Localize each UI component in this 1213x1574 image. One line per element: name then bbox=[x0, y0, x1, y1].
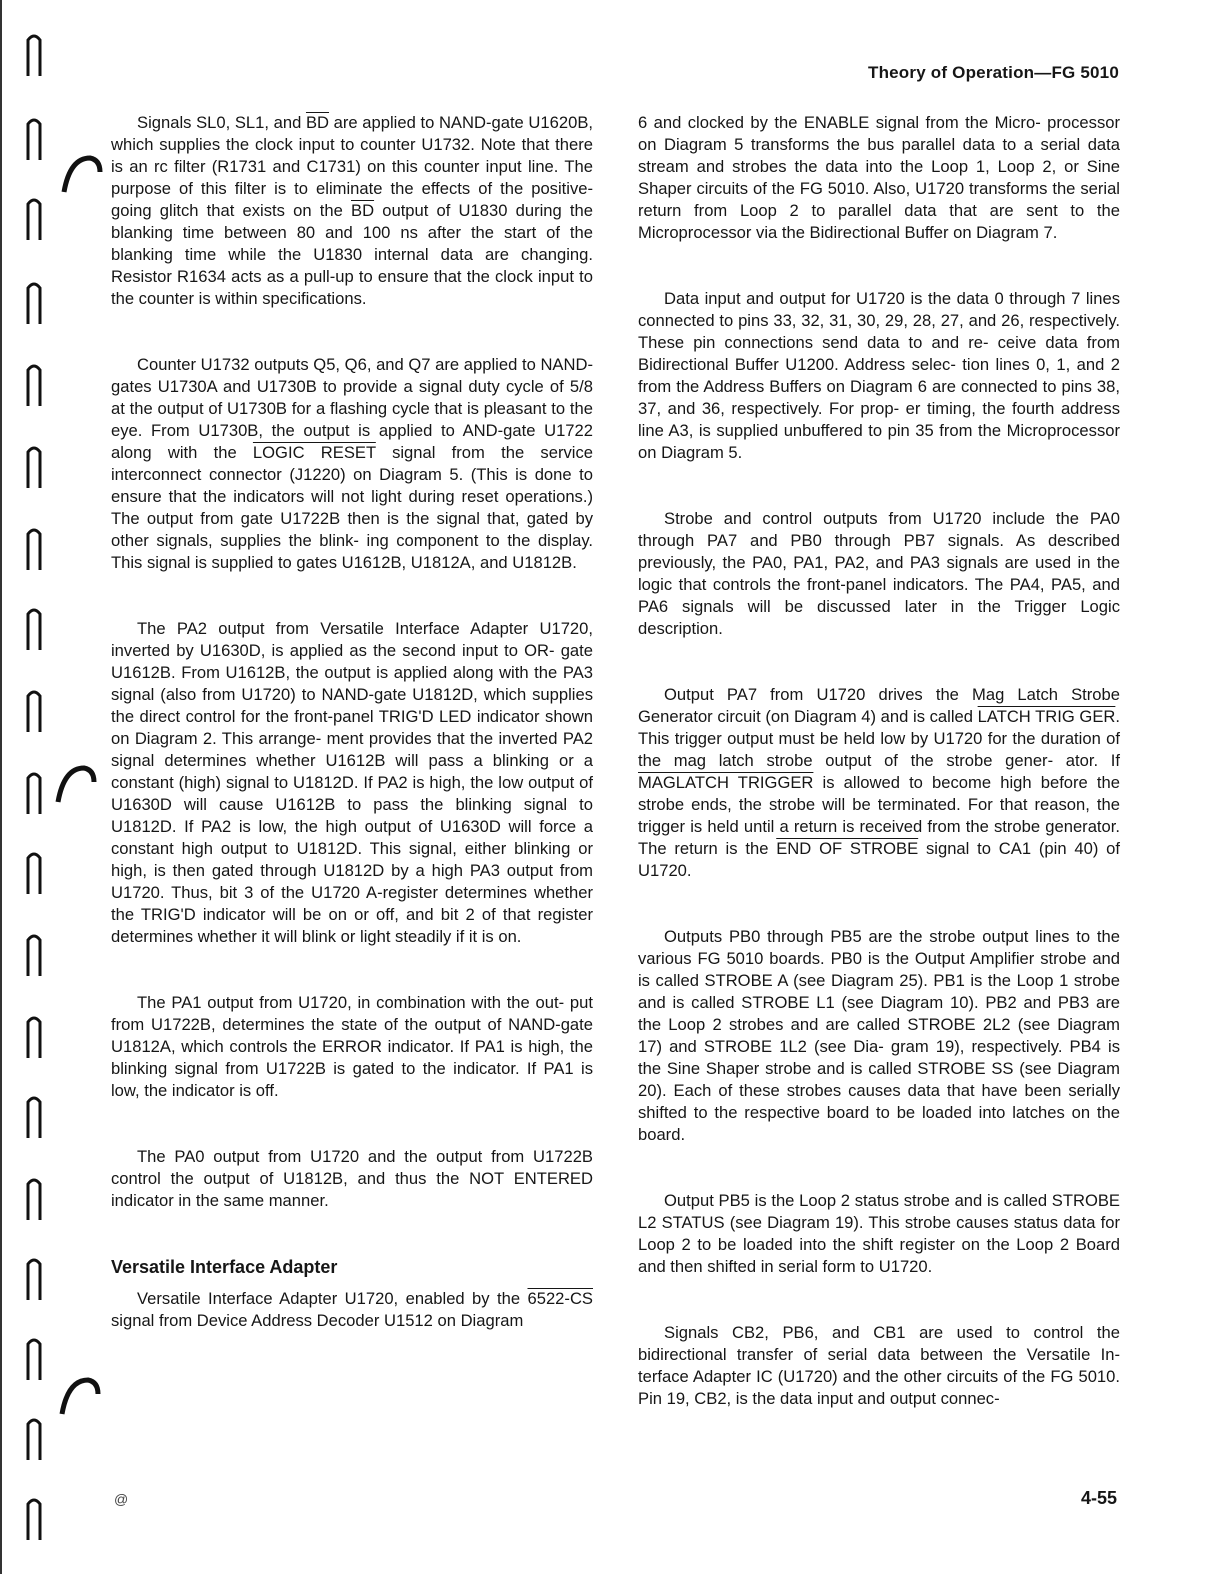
left-column bbox=[111, 112, 593, 1332]
paragraph: Strobe and control outputs from U1720 include the PA0 through PA7 and PB0 through PB7 signals. As described previously, the PA0, PA1, PA2, and PA3 signals are used in the logic that controls the front-panel indicators. The PA4, PA5, and PA6 signals will be discussed later in the Trigger Logic description. bbox=[638, 509, 1120, 638]
binding-hole-icon bbox=[26, 280, 42, 324]
binding-hole-icon bbox=[26, 1496, 42, 1540]
page-number: 4-55 bbox=[1080, 1488, 1117, 1508]
paragraph: Versatile Interface Adapter U1720, enabled by the 6522-CS signal from Device Address Decoder U1512 on Diagram bbox=[111, 1289, 593, 1330]
binding-hole-icon bbox=[26, 1014, 42, 1058]
binding-hole-icon bbox=[26, 32, 42, 76]
binding-edge bbox=[0, 0, 2, 1574]
binding-hole-icon bbox=[26, 850, 42, 894]
binding-hole-icon bbox=[26, 1094, 42, 1138]
binding-hole-icon bbox=[26, 1256, 42, 1300]
binding-hole-icon bbox=[26, 606, 42, 650]
binding-hole-icon bbox=[26, 1176, 42, 1220]
paragraph: Signals SL0, SL1, and $\overline{BD}$ are applied to NAND-gate U1620B, which supplies the clock input to counter U1732. Note that there is an rc filter (R1731 and C1731) on this counter input line. The purpose of this filter is to eliminate the effects of the positive-going glitch that exists on the $\overline{BD}$ output of U1830 during the blanking time between 80 and 100 ns after the start of the blanking time while the U1830 internal data are changing. Resistor R1634 acts as a pull-up to ensure that the clock input to the counter is within specifications. bbox=[111, 113, 594, 308]
paragraph: Data input and output for U1720 is the data 0 through 7 lines connected to pins 33, 32, 31, 30, 29, 28, 27, and 26, respectively. These pin connections send data to and re- ceive data from Bidirectional Buffer U1200. Address selec- tion lines 0, 1, and 2 from the Address Buffers on Diagram 6 are connected to pins 38, 37, and 36, respectively. For prop- er timing, the fourth address line A3, is supplied unbuffered to pin 35 from the Microprocessor on Diagram 5. bbox=[638, 289, 1120, 462]
paragraph: Output PB5 is the Loop 2 status strobe and is called STROBE L2 STATUS (see Diagram 19). This strobe causes status data for Loop 2 to be loaded into the shift register on the Loop 2 Board and then shifted in serial form to U1720. bbox=[638, 1191, 1120, 1276]
binding-hole-icon bbox=[26, 196, 42, 240]
running-header: Theory of Operation—FG 5010 bbox=[867, 63, 1119, 82]
paragraph: The PA0 output from U1720 and the output from U1722B control the output of U1812B, and thus the NOT ENTERED indicator in the same manner. bbox=[111, 1147, 593, 1210]
paragraph: 6 and clocked by the ENABLE signal from the Micro- processor on Diagram 5 transforms the bus parallel data to a serial data stream and strobes the data into the Loop 1, Loop 2, or Sine Shaper circuits of the FG 5010. Also, U1720 transforms the serial return from Loop 2 to parallel data that are sent to the Microprocessor via the Bidirectional Buffer on Diagram 7. bbox=[638, 113, 1120, 242]
binding-hole-icon bbox=[26, 362, 42, 406]
ring-hook-icon bbox=[60, 150, 104, 200]
binding-hole-icon bbox=[26, 1416, 42, 1460]
footer-mark: @ bbox=[114, 1491, 129, 1507]
paragraph: The PA2 output from Versatile Interface Adapter U1720, inverted by U1630D, is applied as the second input to OR- gate U1612B. From U1612B, the output is applied along with the PA3 signal (also from U1720) to NAND-gate U1812D, which supplies the direct control for the front-panel TRIG'D LED indicator shown on Diagram 2. This arrange- ment provides that the inverted PA2 signal determines whether U1612B will pass a blinking or a constant (high) signal to U1812D. If PA2 is high, the low output of U1630D will cause U1612B to pass the blinking signal to U1812D. If PA2 is low, the high output of U1630D will force a constant high output to U1812D. This signal, either blinking or high, is then gated through U1812D by a high PA3 output from U1720. Thus, bit 3 of the U1720 A-register determines whether the TRIG'D indicator will be on or off, and bit 2 of that register determines whether it will blink or light steadily if it is on. bbox=[111, 619, 593, 946]
binding-hole-icon bbox=[26, 770, 42, 814]
paragraph: Signals CB2, PB6, and CB1 are used to control the bidirectional transfer of serial data between the Versatile In- terface Adapter IC (U1720) and the other circuits of the FG 5010. Pin 19, CB2, is the data input and output connec- bbox=[638, 1323, 1120, 1408]
paragraph: Outputs PB0 through PB5 are the strobe output lines to the various FG 5010 boards. PB0 is the Output Amplifier strobe and is called STROBE A (see Diagram 25). PB1 is the Loop 1 strobe and is called STROBE L1 (see Diagram 10). PB2 and PB3 are the Loop 2 strobes and are called STROBE 2L2 (see Diagram 17) and STROBE 1L2 (see Dia- gram 19), respectively. PB4 is the Sine Shaper strobe and is called STROBE SS (see Diagram 20). Each of these strobes causes data that have been serially shifted to the respective board to be loaded into latches on the board. bbox=[638, 927, 1120, 1144]
binding-hole-icon bbox=[26, 444, 42, 488]
binding-hole-icon bbox=[26, 526, 42, 570]
paragraph: The PA1 output from U1720, in combination with the out- put from U1722B, determines the state of the output of NAND-gate U1812A, which controls the ERROR indicator. If PA1 is high, the blinking signal from U1722B is gated to the indicator. If PA1 is low, the indicator is off. bbox=[111, 993, 593, 1100]
binding-hole-icon bbox=[26, 116, 42, 160]
binding-hole-icon bbox=[26, 932, 42, 976]
paragraph: Counter U1732 outputs Q5, Q6, and Q7 are applied to NAND-gates U1730A and U1730B to provide a signal duty cycle of 5/8 at the output of U1730B for a flashing cycle that is pleasant to the eye. From U1730B, the output is applied to AND-gate U1722 along with the LOGIC RESET signal from the service interconnect connector (J1220) on Diagram 5. (This is done to ensure that the indicators will not light during reset operations.) The output from gate U1722B then is the signal that, gated by other signals, supplies the blink- ing component to the display. This signal is supplied to gates U1612B, U1812A, and U1812B. bbox=[111, 355, 593, 572]
ring-hook-icon bbox=[54, 760, 98, 810]
binding-hole-icon bbox=[26, 1336, 42, 1380]
binding-hole-icon bbox=[26, 688, 42, 732]
ring-hook-icon bbox=[58, 1372, 102, 1422]
paragraph: Output PA7 from U1720 drives the Mag Latch Strobe Generator circuit (on Diagram 4) and is called LATCH TRIG GER. This trigger output must be held low by U1720 for the duration of the mag latch strobe output of the strobe gener- ator. If MAGLATCH TRIGGER is allowed to become high before the strobe ends, the strobe will be terminated. For that reason, the trigger is held until a return is received from the strobe generator. The return is the END OF STROBE signal to CA1 (pin 40) of U1720. bbox=[638, 685, 1120, 880]
right-column bbox=[638, 112, 1120, 1410]
section-heading: Versatile Interface Adapter bbox=[111, 1257, 338, 1277]
